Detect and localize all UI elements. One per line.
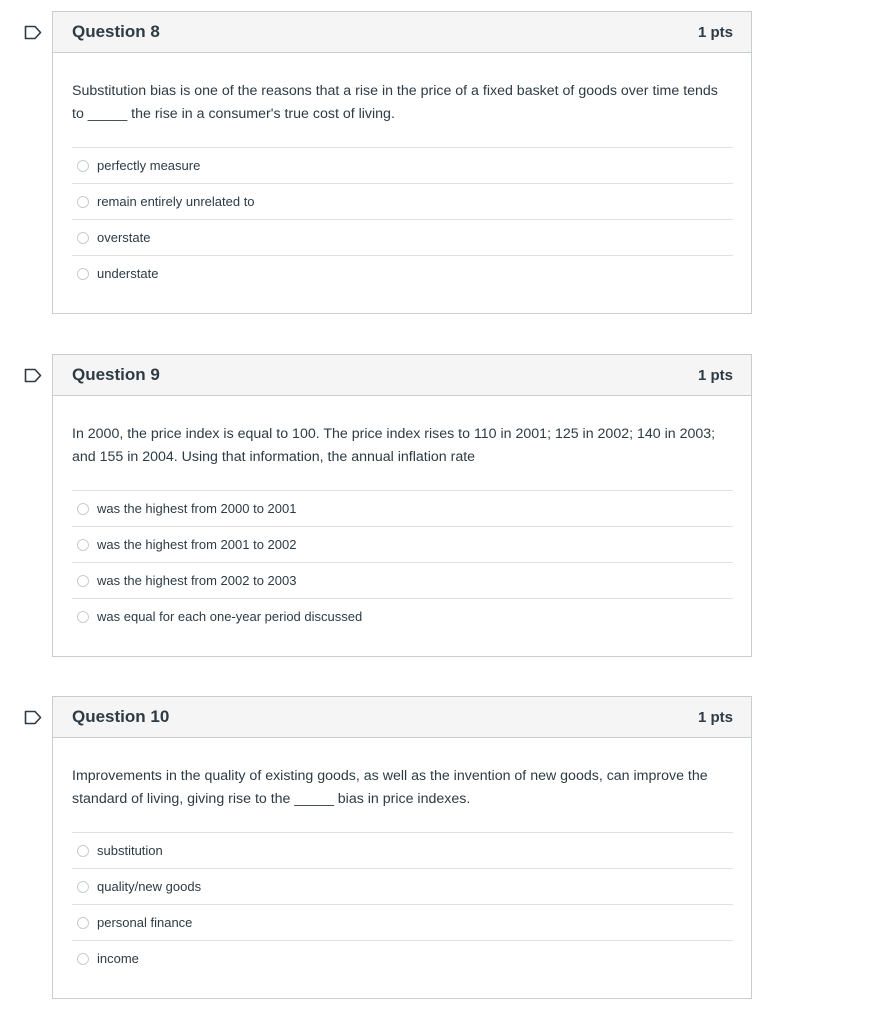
- answer-label[interactable]: was the highest from 2000 to 2001: [97, 501, 297, 516]
- answer-label[interactable]: was equal for each one-year period discussed: [97, 609, 363, 624]
- answer-option[interactable]: [72, 490, 733, 526]
- answer-option[interactable]: [72, 904, 733, 940]
- question-card: [52, 354, 752, 657]
- answer-option[interactable]: [72, 255, 733, 291]
- answer-list: [72, 147, 733, 291]
- radio-button[interactable]: [77, 539, 89, 551]
- answer-option[interactable]: [72, 940, 733, 976]
- answer-label[interactable]: was the highest from 2001 to 2002: [97, 537, 297, 552]
- radio-button[interactable]: [77, 503, 89, 515]
- answer-option[interactable]: [72, 832, 733, 868]
- flag-question-icon[interactable]: [24, 710, 42, 725]
- answer-label[interactable]: quality/new goods: [97, 879, 202, 894]
- question-title: Question 8: [72, 22, 160, 41]
- radio-button[interactable]: [77, 232, 89, 244]
- flag-question-icon[interactable]: [24, 25, 42, 40]
- question-points: 1 pts: [697, 708, 733, 726]
- question-text: Improvements in the quality of existing goods, as well as the invention of new goods, can improve the standard of living, giving rise to the _____ bias in price indexes.: [72, 768, 708, 807]
- answer-label[interactable]: remain entirely unrelated to: [97, 194, 255, 209]
- question-header: [53, 355, 751, 396]
- answer-list: [72, 832, 733, 976]
- question-text: Substitution bias is one of the reasons that a rise in the price of a fixed basket of goods over time tends to _____ the rise in a consumer's true cost of living.: [72, 83, 718, 122]
- answer-option[interactable]: [72, 219, 733, 255]
- answer-label[interactable]: was the highest from 2002 to 2003: [97, 573, 297, 588]
- answer-label[interactable]: overstate: [97, 230, 151, 245]
- answer-option[interactable]: [72, 868, 733, 904]
- answer-option[interactable]: [72, 598, 733, 634]
- question-text: In 2000, the price index is equal to 100. The price index rises to 110 in 2001; 125 in 2002; 140 in 2003; and 155 in 2004. Using that information, the annual inflation rate: [72, 426, 716, 465]
- answer-label[interactable]: substitution: [97, 843, 163, 858]
- question-card: [52, 11, 752, 314]
- radio-button[interactable]: [77, 268, 89, 280]
- question-title: Question 10: [72, 707, 170, 726]
- answer-list: [72, 490, 733, 634]
- radio-button[interactable]: [77, 917, 89, 929]
- answer-option[interactable]: [72, 562, 733, 598]
- answer-label[interactable]: income: [97, 951, 139, 966]
- answer-label[interactable]: perfectly measure: [97, 158, 201, 173]
- radio-button[interactable]: [77, 611, 89, 623]
- radio-button[interactable]: [77, 575, 89, 587]
- flag-question-icon[interactable]: [24, 368, 42, 383]
- question-points: 1 pts: [697, 366, 733, 384]
- radio-button[interactable]: [77, 196, 89, 208]
- question-points: 1 pts: [697, 23, 733, 41]
- answer-label[interactable]: personal finance: [97, 915, 193, 930]
- radio-button[interactable]: [77, 845, 89, 857]
- answer-label[interactable]: understate: [97, 266, 159, 281]
- radio-button[interactable]: [77, 160, 89, 172]
- question-title: Question 9: [72, 365, 160, 384]
- answer-option[interactable]: [72, 147, 733, 183]
- question-card: [52, 696, 752, 999]
- radio-button[interactable]: [77, 953, 89, 965]
- radio-button[interactable]: [77, 881, 89, 893]
- answer-option[interactable]: [72, 183, 733, 219]
- question-header: [53, 12, 751, 53]
- question-header: [53, 697, 751, 738]
- answer-option[interactable]: [72, 526, 733, 562]
